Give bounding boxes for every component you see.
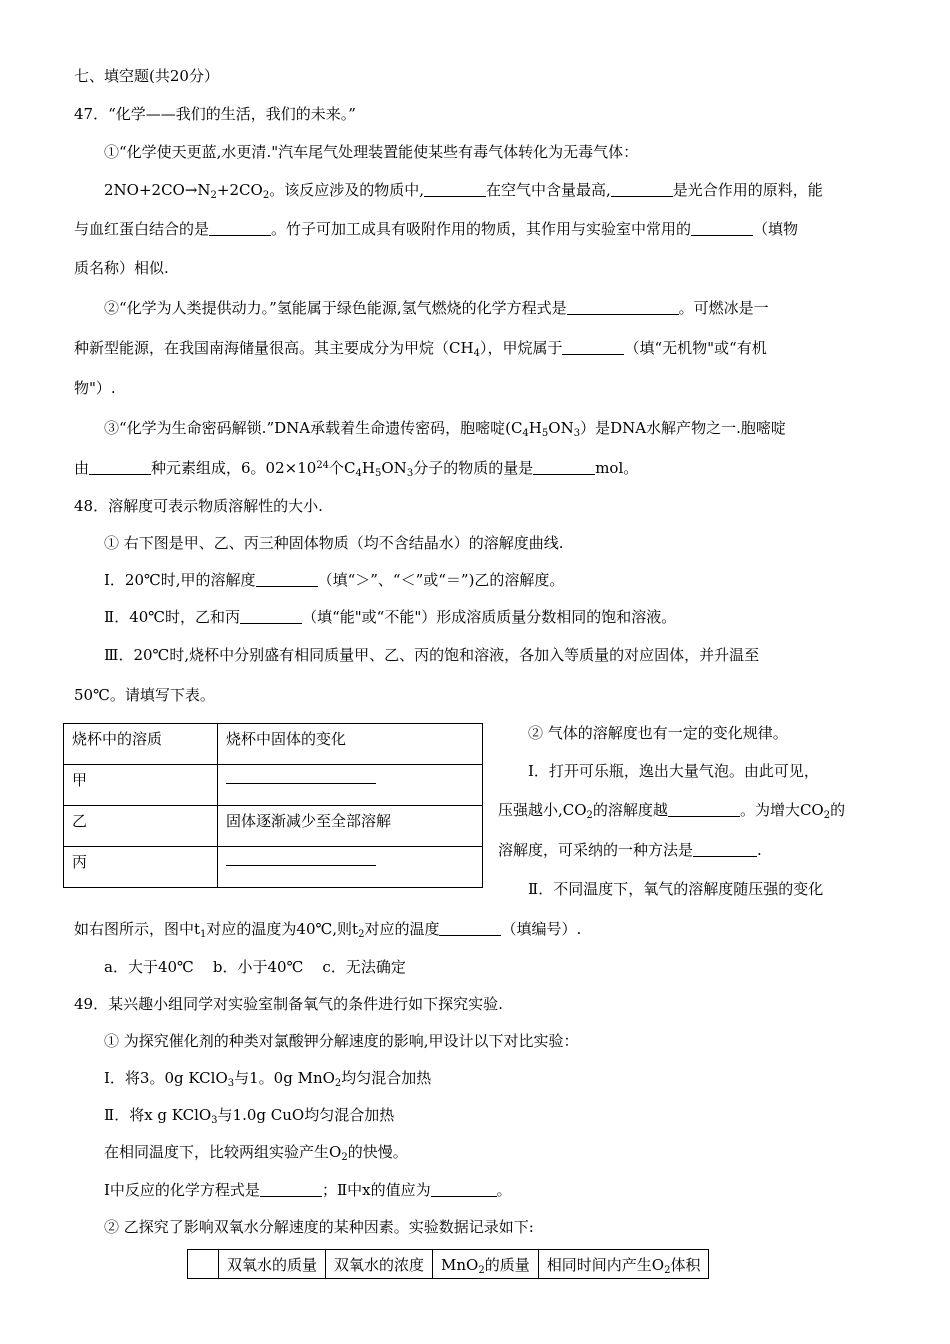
- q48-gas-line4: 溶解度，可采纳的一种方法是 .: [498, 841, 762, 859]
- table-cell-solute: 乙: [64, 806, 218, 847]
- q48-item2: Ⅱ．40℃时，乙和丙 （填“能"或“不能"）形成溶质质量分数相同的饱和溶液。: [104, 608, 677, 626]
- q48-gas-line2: Ⅰ．打开可乐瓶，逸出大量气泡。由此可见，: [528, 762, 819, 780]
- q47-part3-line2: 由 种元素组成，6。$02\times 10^{24}$个$C_4H_5ON_3$分子的物质的量是 mol。: [74, 459, 639, 479]
- table-header-cell: 双氧水的质量: [219, 1250, 326, 1279]
- q49-stem: 49．某兴趣小组同学对实验室制备氧气的条件进行如下探究实验.: [74, 995, 503, 1013]
- q47-equation-line: $2NO+2CO\to N_2+2CO_2$。该反应涉及的物质中, 在空气中含量最高, 是光合作用的原料，能: [104, 181, 823, 201]
- q48-item1: Ⅰ．20℃时,甲的溶解度 （填“＞”、“＜”或“＝”)乙的溶解度。: [104, 571, 565, 589]
- table-header-cell: 双氧水的浓度: [326, 1250, 433, 1279]
- q47-part2-line3: 物"）.: [74, 379, 116, 397]
- answer-blank: [226, 851, 376, 866]
- q48-item3-line2: 50℃。请填写下表。: [74, 686, 215, 704]
- q49-item2: Ⅱ．将x g KClO$_3$与1.0g CuO均匀混合加热: [104, 1106, 395, 1126]
- table-cell-change: [218, 765, 483, 806]
- q47-part1: ①“化学使天更蓝,水更清."汽车尾气处理装置能使某些有毒气体转化为无毒气体：: [104, 143, 639, 161]
- q48-item3: Ⅲ．20℃时,烧杯中分别盛有相同质量甲、乙、丙的饱和溶液，各加入等质量的对应固体，并升温至: [104, 646, 760, 664]
- table-header-cell: [188, 1250, 219, 1279]
- q49-part4: ② 乙探究了影响双氧水分解速度的某种因素。实验数据记录如下:: [104, 1218, 534, 1236]
- table-header-row: [188, 1250, 709, 1279]
- table-header-cell: 相同时间内产生$O_2$体积: [538, 1250, 709, 1279]
- table-cell-solute: 甲: [64, 765, 218, 806]
- q47-part3: ③“化学为生命密码解锁.”DNA承载着生命遗传密码，胞嘧啶$(C_4H_5ON_3)$是DNA水解产物之一.胞嘧啶: [104, 419, 786, 439]
- table-header-row: [64, 724, 483, 765]
- section-title: 七、填空题(共20分）: [74, 67, 219, 85]
- q47-stem: 47．“化学——我们的生活，我们的未来。”: [74, 105, 356, 123]
- table-header-cell: 烧杯中固体的变化: [218, 724, 483, 765]
- q48-gas-line3: 压强越小$,CO_2$的溶解度越 。为增大$CO_2$的: [498, 801, 846, 821]
- q48-stem: 48．溶解度可表示物质溶解性的大小.: [74, 497, 323, 515]
- q49-part2: 在相同温度下，比较两组实验产生$O_2$的快慢。: [104, 1143, 408, 1163]
- table-cell-change: [218, 847, 483, 888]
- beaker-table: [63, 723, 483, 888]
- hydrogen-peroxide-table: [187, 1249, 709, 1279]
- table-cell-change: 固体逐渐减少至全部溶解: [218, 806, 483, 847]
- q49-part1: ① 为探究催化剂的种类对氯酸钾分解速度的影响,甲设计以下对比实验：: [104, 1032, 579, 1050]
- table-row: [64, 847, 483, 888]
- q47-part2: ②“化学为人类提供动力。”氢能属于绿色能源,氢气燃烧的化学方程式是 。可燃冰是一: [104, 299, 769, 317]
- q48-options: a．大于40℃ b．小于40℃ c．无法确定: [104, 958, 406, 976]
- table-header-cell: 烧杯中的溶质: [64, 724, 218, 765]
- q48-gas-line6: 如右图所示，图中$t_1$对应的温度为40℃,则$t_2$对应的温度 （填编号）.: [74, 920, 582, 940]
- q48-part1: ① 右下图是甲、乙、丙三种固体物质（均不含结晶水）的溶解度曲线.: [104, 534, 564, 552]
- table-cell-solute: 丙: [64, 847, 218, 888]
- q48-gas-line1: ② 气体的溶解度也有一定的变化规律。: [528, 724, 788, 742]
- answer-blank: [226, 769, 376, 784]
- table-row: [64, 765, 483, 806]
- q49-item1: Ⅰ．将3。0g KClO$_3$与1。0g MnO$_2$均匀混合加热: [104, 1069, 432, 1089]
- q47-part2-line2: 种新型能源，在我国南海储量很高。其主要成分为甲烷$(CH_4)$，甲烷属于 （填“无机物"或“有机: [74, 339, 767, 359]
- q47-line3: 质名称）相似.: [74, 259, 169, 277]
- q49-part3: Ⅰ中反应的化学方程式是 ；Ⅱ中x的值应为 。: [104, 1181, 512, 1199]
- q48-gas-line5: Ⅱ．不同温度下，氧气的溶解度随压强的变化: [528, 880, 824, 898]
- table-header-cell: MnO$_2$的质量: [433, 1250, 539, 1279]
- q47-line2: 与血红蛋白结合的是 。竹子可加工成具有吸附作用的物质，其作用与实验室中常用的 （填物: [74, 220, 799, 238]
- table-row: [64, 806, 483, 847]
